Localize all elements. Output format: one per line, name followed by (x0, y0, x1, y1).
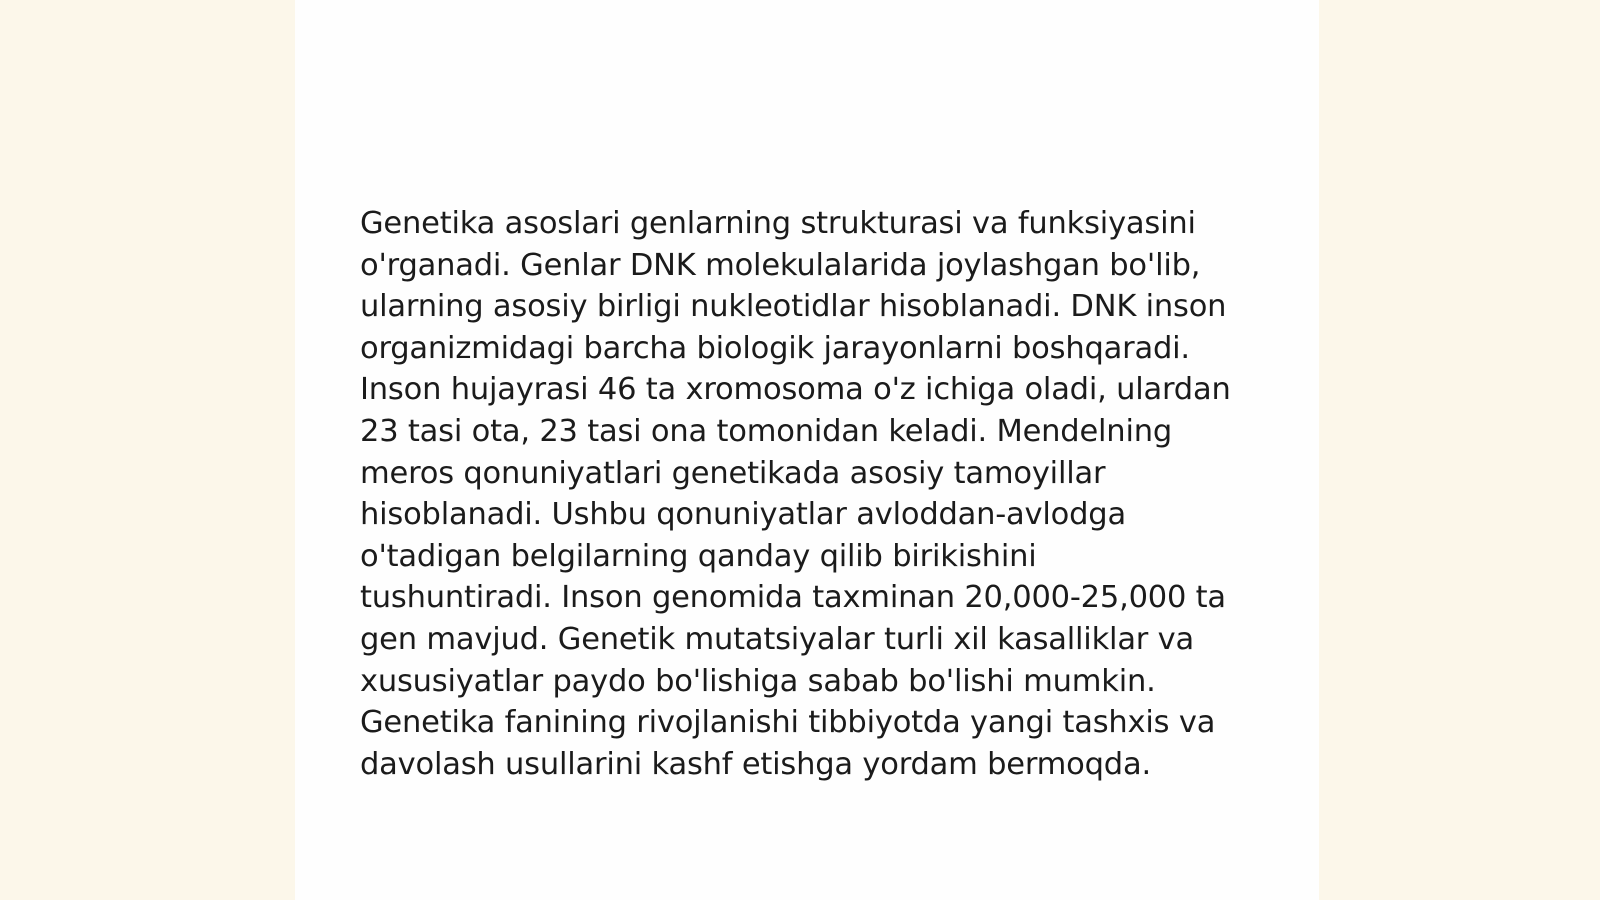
document-page (295, 0, 1319, 900)
body-paragraph: Genetika asoslari genlarning strukturasi va funksiyasini o'rganadi. Genlar DNK molekulalarida joylashgan bo'lib, ularning asosiy birligi nukleotidlar hisoblanadi. DNK inson organizmidagi barcha biologik jarayonlarni boshqaradi. Inson hujayrasi 46 ta xromosoma o'z ichiga oladi, ulardan 23 tasi ota, 23 tasi ona tomonidan keladi. Mendelning meros qonuniyatlari genetikada asosiy tamoyillar hisoblanadi. Ushbu qonuniyatlar avloddan-avlodga o'tadigan belgilarning qanday qilib birikishini tushuntiradi. Inson genomida taxminan 20,000-25,000 ta gen mavjud. Genetik mutatsiyalar turli xil kasalliklar va xususiyatlar paydo bo'lishiga sabab bo'lishi mumkin. Genetika fanining rivojlanishi tibbiyotda yangi tashxis va davolash usullarini kashf etishga yordam bermoqda. (360, 206, 1231, 782)
